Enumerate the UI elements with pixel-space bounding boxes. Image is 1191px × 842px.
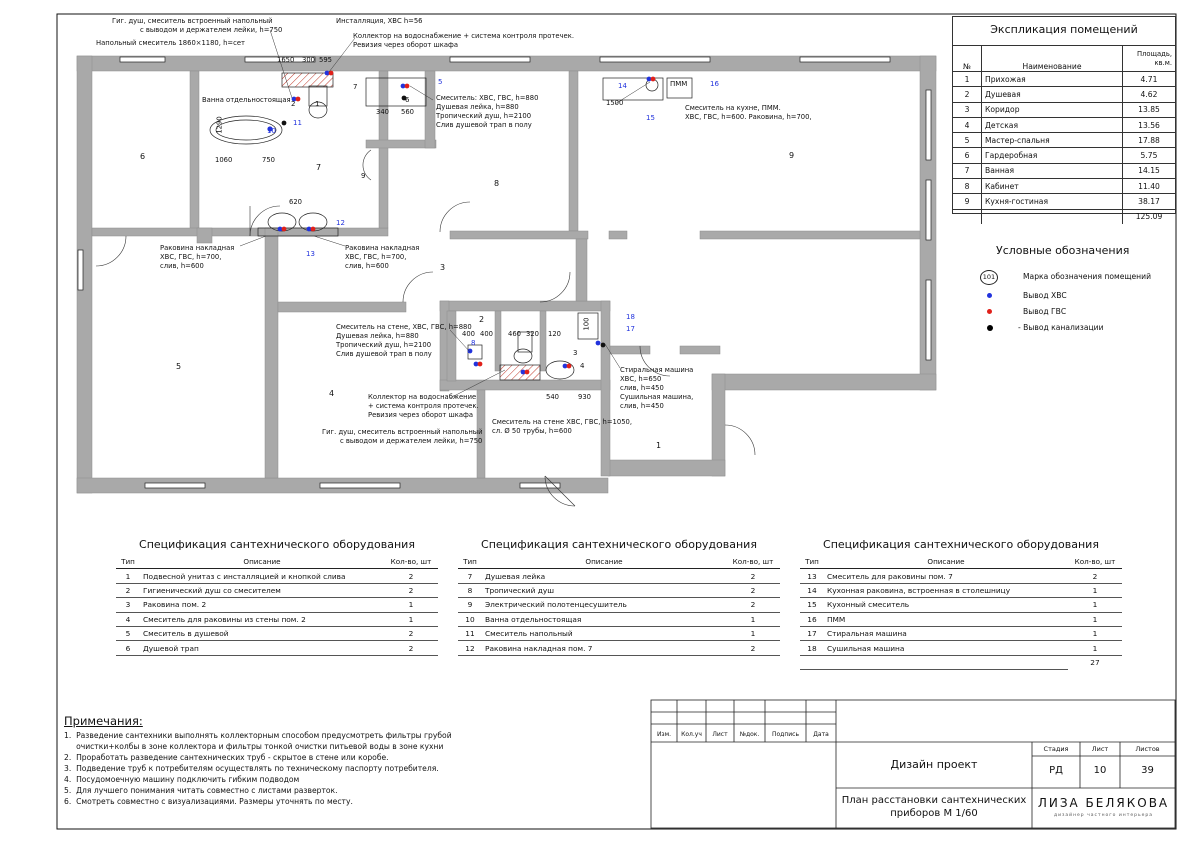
spec-description: Раковина накладная пом. 7 [482,641,726,655]
spec-qty: 1 [726,626,780,640]
explication-name: Гардеробная [982,148,1123,163]
title-block-col-header: Изм. [656,731,672,738]
note-slip-2: Слив душевой трап в полу [336,350,432,358]
spec-1-head-qty: Кол-во, шт [384,555,438,569]
fixture-mark-6: 6 [405,96,410,104]
spec-type: 5 [116,626,140,640]
fixture-mark-3: 3 [573,349,578,357]
explication-name: Мастер-спальня [982,133,1123,148]
note-slip-7: Слив душевой трап в полу [436,121,532,129]
room-mark-7: 7 [316,163,322,172]
spec-1-head-desc: Описание [140,555,384,569]
fixture-mark-15: 15 [646,114,655,122]
spec-2-head-type: Тип [458,555,482,569]
spec-type: 13 [800,569,824,583]
note-lejka-2: Душевая лейка, h=880 [336,332,419,340]
spec-3-head-desc: Описание [824,555,1068,569]
room-mark-1: 1 [656,441,662,450]
note-lejka-7: Душевая лейка, h=880 [436,103,519,111]
dim-400b: 400 [480,330,493,338]
note-washer: Стиральная машина [620,366,694,374]
stage-label: Стадия [1043,745,1069,753]
note-trop-7: Тропический душ, h=2100 [436,112,532,120]
note-mixer-7: Смеситель: ХВС, ГВС, h=880 [436,94,539,102]
spec-type: 15 [800,598,824,612]
note-dryer: Сушильная машина, [620,393,694,401]
spec-description: Душевая лейка [482,569,726,583]
note-kitchen-2: ХВС, ГВС, h=600. Раковина, h=700, [685,113,812,121]
spec-description: Стиральная машина [824,626,1068,640]
brand-logo: ЛИЗА БЕЛЯКОВА [1037,796,1170,810]
dim-540: 540 [546,393,559,401]
explication-num: 5 [953,133,982,148]
spec-type: 4 [116,612,140,626]
spec-qty: 2 [384,641,438,655]
spec-type: 10 [458,612,482,626]
title-block-col-header: Лист [712,731,728,738]
legend-title: Условные обозначения [996,244,1130,257]
spec-2-head-qty: Кол-во, шт [726,555,780,569]
room-mark-5: 5 [176,362,182,371]
note-revision: Ревизия через оборот шкафа [353,41,459,49]
spec-qty: 2 [384,626,438,640]
spec-type: 12 [458,641,482,655]
explication-title: Экспликация помещений [990,23,1138,36]
spec-type: 7 [458,569,482,583]
fixture-mark-4: 4 [580,362,585,370]
spec-1-head-type: Тип [116,555,140,569]
explication-head-num: № [953,46,982,72]
note-mixer-2: Смеситель на стене, ХВС, ГВС, h=880 [336,323,472,331]
note-collector-2: Коллектор на водоснабжение [368,393,477,401]
room-mark-2: 2 [479,315,485,324]
legend-text-gvs: Вывод ГВС [1023,307,1067,316]
explication-num: 1 [953,72,982,87]
note-bath: Ванна отдельностоящая [202,96,291,104]
explication-area: 38.17 [1123,194,1176,209]
sheet-label: Лист [1091,745,1109,753]
explication-num: 3 [953,102,982,117]
fixture-mark-1: 1 [315,100,320,108]
dim-100: 100 [582,317,591,331]
spec-qty: 2 [384,583,438,597]
spec-qty: 1 [726,612,780,626]
sheet-value: 10 [1093,765,1107,776]
explication-area: 13.56 [1123,117,1176,132]
spec-qty: 1 [1068,583,1122,597]
dim-1060: 1060 [215,156,233,164]
spec-description: Смеситель напольный [482,626,726,640]
spec-type: 11 [458,626,482,640]
dim-340: 340 [376,108,389,116]
note-gig-2b: с выводом и держателем лейки, h=750 [340,437,483,445]
explication-area: 4.71 [1123,72,1176,87]
fixture-mark-16: 16 [710,80,719,88]
fixture-mark-9: 9 [361,172,366,180]
note-sink-right: Раковина накладная [345,244,420,252]
spec-qty: 2 [726,569,780,583]
note-sink-left-2: ХВС, ГВС, h=700, [160,253,222,261]
room-mark-8: 8 [494,179,500,188]
spec-description: Раковина пом. 2 [140,598,384,612]
explication-num: 9 [953,194,982,209]
explication-area: 4.62 [1123,87,1176,102]
spec-type: 3 [116,598,140,612]
note-gig-2: Гиг. душ, смеситель встроенный напольный [322,428,483,436]
explication-area: 5.75 [1123,148,1176,163]
spec-description: ПММ [824,612,1068,626]
fixture-mark-7: 7 [353,83,358,91]
room-mark-9: 9 [789,151,795,160]
brand-subtitle: дизайнер частного интерьера [1053,813,1153,818]
title-block-col-header: Кол.уч [681,731,702,738]
note-dryer-2: слив, h=450 [620,402,664,410]
spec-description: Душевой трап [140,641,384,655]
explication-area: 17.88 [1123,133,1176,148]
sheets-value: 39 [1141,765,1154,776]
spec-1-title: Спецификация сантехнического оборудования [139,538,415,551]
dim-750: 750 [262,156,275,164]
title-block-col-header: Дата [813,731,829,738]
drawing-title [836,794,1032,820]
note-sink-left-3: слив, h=600 [160,262,204,270]
pmm-label: ПММ [670,80,688,88]
dim-300: 300 [302,56,315,64]
drawing-title-line-2: приборов М 1/60 [890,808,978,819]
dim-1650: 1650 [277,56,295,64]
dim-400a: 400 [462,330,475,338]
spec-description: Кухонный смеситель [824,598,1068,612]
note-item: 3. Подведение труб к потребителям осуществлять по техническому паспорту потребителя. [64,764,439,773]
note-item: 4. Посудомоечную машину подключить гибким подводом [64,775,300,784]
spec-description: Гигиенический душ со смесителем [140,583,384,597]
note-washer-2: ХВС, h=650 [620,375,662,383]
drawing-title-line-1: План расстановки сантехнических [841,795,1027,806]
note-collector: Коллектор на водоснабжение + система контроля протечек. [353,32,574,40]
spec-type: 6 [116,641,140,655]
spec-3-title: Спецификация сантехнического оборудования [823,538,1099,551]
spec-description: Тропический душ [482,583,726,597]
explication-area: 14.15 [1123,163,1176,178]
spec-2-title: Спецификация сантехнического оборудования [481,538,757,551]
notes-title: Примечания: [64,714,143,728]
explication-num: 7 [953,163,982,178]
spec-qty: 2 [726,641,780,655]
spec-description: Смеситель в душевой [140,626,384,640]
spec-description: Подвесной унитаз с инсталляцией и кнопкой слива [140,569,384,583]
title-block-col-header: Подпись [772,731,799,738]
fixture-mark-12: 12 [336,219,345,227]
room-mark-symbol: 101 [980,270,998,285]
spec-type: 9 [458,598,482,612]
project-name: Дизайн проект [890,758,978,771]
note-leak-2: + система контроля протечек. [368,402,479,410]
spec-type: 14 [800,583,824,597]
spec-qty: 2 [1068,569,1122,583]
spec-qty: 1 [384,598,438,612]
spec-qty: 2 [726,598,780,612]
note-revision-2: Ревизия через оборот шкафа [368,411,474,419]
fixture-mark-14: 14 [618,82,627,90]
spec-description: Смеситель для раковины из стены пом. 2 [140,612,384,626]
note-install: Инсталляция, ХВС h=56 [336,17,423,25]
note-sink-right-3: слив, h=600 [345,262,389,270]
note-kitchen: Смеситель на кухне, ПММ. [685,104,781,112]
spec-qty: 1 [1068,641,1122,655]
note-item: 2. Проработать разведение сантехнических труб - скрытое в стене или коробе. [64,753,389,762]
dim-1500: 1500 [606,99,624,107]
fixture-mark-10: 10 [267,127,276,135]
spec-description: Электрический полотенцесушитель [482,598,726,612]
note-sink-right-2: ХВС, ГВС, h=700, [345,253,407,261]
spec-qty: 2 [384,569,438,583]
fixture-mark-8: 8 [471,339,476,347]
dim-595: 595 [319,56,332,64]
stage-value: РД [1049,765,1063,776]
sheets-label: Листов [1135,745,1160,753]
spec-type: 16 [800,612,824,626]
explication-area: 11.40 [1123,179,1176,194]
dim-120: 120 [548,330,561,338]
explication-total: 125.09 [1123,209,1176,224]
fixture-mark-13: 13 [306,250,315,258]
explication-num: 2 [953,87,982,102]
spec-3-total: 27 [1090,658,1100,668]
dim-620: 620 [289,198,302,206]
explication-num: 8 [953,179,982,194]
note-item: 1. Разведение сантехники выполнять коллекторным способом предусмотреть фильтры грубой [64,731,452,740]
dim-1290: 1290 [215,116,224,134]
spec-type: 17 [800,626,824,640]
spec-description: Ванна отдельностоящая [482,612,726,626]
explication-name: Душевая [982,87,1123,102]
fixture-mark-5: 5 [438,78,443,86]
fixture-mark-18: 18 [626,313,635,321]
note-sink-left: Раковина накладная [160,244,235,252]
legend-text-hvs: Вывод ХВС [1023,291,1067,300]
explication-name: Кабинет [982,179,1123,194]
fixture-mark-17: 17 [626,325,635,333]
spec-2-head-desc: Описание [482,555,726,569]
fixture-mark-11: 11 [293,119,302,127]
spec-qty: 1 [1068,626,1122,640]
note-item: 5. Для лучшего понимания читать совместно с листами разверток. [64,786,338,795]
explication-name: Ванная [982,163,1123,178]
explication-head-area: Площадь, кв.м. [1123,46,1176,72]
note-trop-2: Тропический душ, h=2100 [336,341,432,349]
dim-930: 930 [578,393,591,401]
legend-text-sewer: - Вывод канализации [1018,323,1104,332]
spec-qty: 1 [1068,612,1122,626]
note-floor-mixer: Напольный смеситель 1860×1180, h=сет [96,39,245,47]
spec-3-head-qty: Кол-во, шт [1068,555,1122,569]
note-item: очистки+колбы в зоне коллектора и фильтры тонкой очистки питьевой воды в зоне кухни [64,742,444,751]
room-mark-3: 3 [440,263,446,272]
dim-320: 320 [526,330,539,338]
note-sink-2b: сл. Ø 50 трубы, h=600 [492,427,572,435]
spec-description: Сушильная машина [824,641,1068,655]
explication-name: Прихожая [982,72,1123,87]
dim-460: 460 [508,330,521,338]
explication-name: Кухня-гостиная [982,194,1123,209]
dim-560: 560 [401,108,414,116]
spec-type: 2 [116,583,140,597]
note-washer-3: слив, h=450 [620,384,664,392]
spec-qty: 1 [1068,598,1122,612]
explication-num: 6 [953,148,982,163]
explication-num: 4 [953,117,982,132]
note-item: 6. Смотреть совместно с визуализациями. Размеры уточнять по месту. [64,797,353,806]
spec-description: Кухонная раковина, встроенная в столешницу [824,583,1068,597]
spec-qty: 2 [726,583,780,597]
note-gig-shower: Гиг. душ, смеситель встроенный напольный [112,17,273,25]
legend-text-room-mark: Марка обозначения помещений [1023,272,1152,281]
title-block-col-header: №док. [739,731,760,738]
note-gig-shower-2: с выводом и держателем лейки, h=750 [140,26,283,34]
fixture-mark-2: 2 [291,100,296,108]
room-mark-4: 4 [329,389,335,398]
explication-name: Коридор [982,102,1123,117]
spec-qty: 1 [384,612,438,626]
spec-3-head-type: Тип [800,555,824,569]
spec-type: 8 [458,583,482,597]
spec-type: 18 [800,641,824,655]
spec-type: 1 [116,569,140,583]
room-mark-6: 6 [140,152,146,161]
explication-name: Детская [982,117,1123,132]
explication-head-name: Наименование [982,46,1123,72]
note-sink-2: Смеситель на стене ХВС, ГВС, h=1050, [492,418,633,426]
spec-description: Смеситель для раковины пом. 7 [824,569,1068,583]
explication-area: 13.85 [1123,102,1176,117]
